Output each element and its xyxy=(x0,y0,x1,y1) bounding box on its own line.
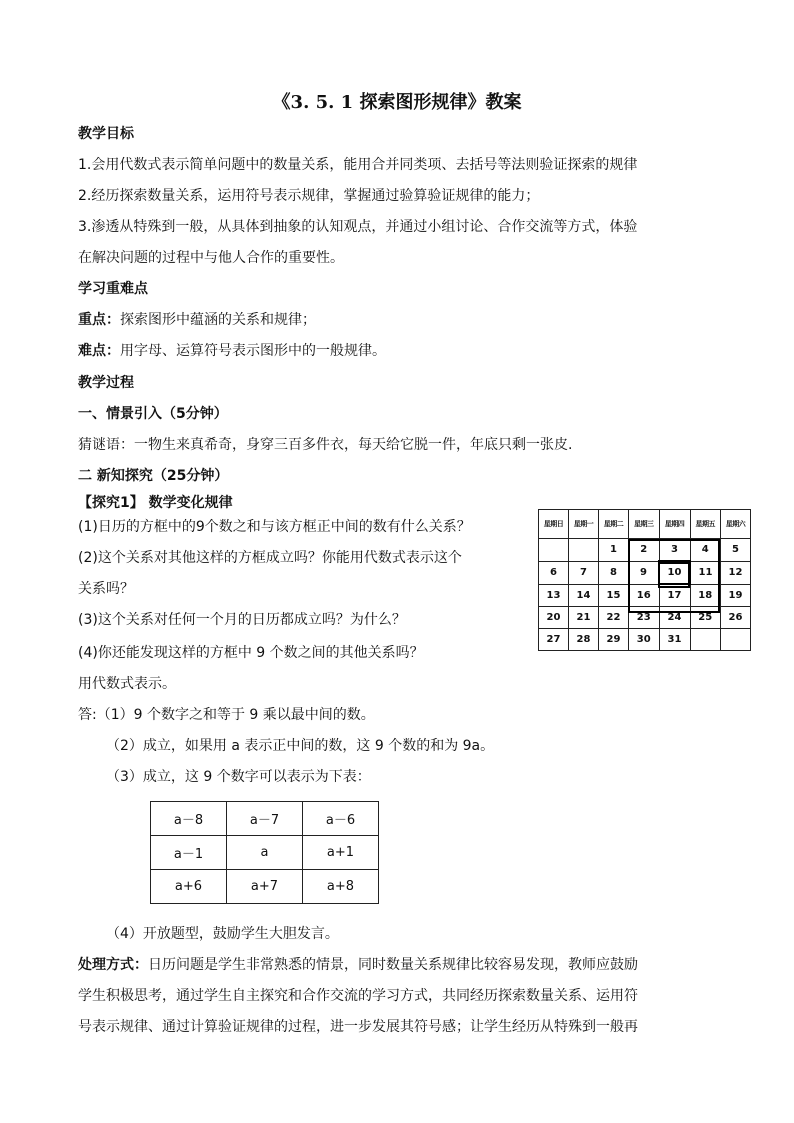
calendar-cell: 6 xyxy=(539,561,569,584)
method-label: 处理方式： xyxy=(78,957,148,973)
calendar-cell: 21 xyxy=(569,607,599,629)
explore-heading: 【探究1】 数学变化规律 xyxy=(78,495,233,511)
question-2: (2)这个关系对其他这样的方框成立吗？你能用代数式表示这个 xyxy=(78,550,462,566)
answer-cell: a+6 xyxy=(151,870,227,904)
question-4-cont: 用代数式表示。 xyxy=(78,676,176,692)
difficult-point xyxy=(78,341,386,361)
method-line-3: 号表示规律、通过计算验证规律的过程，进一步发展其符号感；让学生经历从特殊到一般再 xyxy=(78,1019,638,1035)
calendar-cell: 4 xyxy=(690,539,721,562)
calendar-cell xyxy=(539,539,569,562)
question-1: (1)日历的方框中的9个数之和与该方框正中间的数有什么关系？ xyxy=(78,519,471,535)
calendar-header-cell: 星期五 xyxy=(690,510,721,539)
calendar-cell: 26 xyxy=(721,607,751,629)
answer-1: 答:（1）9 个数字之和等于 9 乘以最中间的数。 xyxy=(78,707,375,723)
calendar-cell: 30 xyxy=(629,629,660,651)
section2-heading: 二 新知探究（25分钟） xyxy=(78,468,229,484)
method-text-1: 日历问题是学生非常熟悉的情景，同时数量关系规律比较容易发现，教师应鼓励 xyxy=(148,957,638,973)
calendar-cell: 28 xyxy=(569,629,599,651)
answer-cell: a+1 xyxy=(303,836,379,870)
calendar-table xyxy=(538,509,751,651)
calendar-cell xyxy=(569,539,599,562)
answer-cell: a+7 xyxy=(227,870,303,904)
answer-table-row xyxy=(151,802,379,836)
goals-heading: 教学目标 xyxy=(78,126,134,142)
answer-cell: a－8 xyxy=(151,802,227,836)
calendar-cell: 3 xyxy=(659,539,690,562)
calendar-cell: 5 xyxy=(721,539,751,562)
question-4: (4)你还能发现这样的方框中 9 个数之间的其他关系吗？ xyxy=(78,645,424,661)
calendar-cell: 12 xyxy=(721,561,751,584)
calendar-cell: 9 xyxy=(629,561,660,584)
answer-table-row xyxy=(151,836,379,870)
calendar-cell: 7 xyxy=(569,561,599,584)
answer-cell: a xyxy=(227,836,303,870)
calendar-cell: 19 xyxy=(721,584,751,607)
key-heading: 学习重难点 xyxy=(78,281,148,297)
calendar-cell: 1 xyxy=(599,539,629,562)
calendar-cell: 13 xyxy=(539,584,569,607)
key-point xyxy=(78,310,316,330)
calendar-cell: 27 xyxy=(539,629,569,651)
calendar-row xyxy=(539,539,751,562)
calendar-cell: 29 xyxy=(599,629,629,651)
calendar-cell: 23 xyxy=(629,607,660,629)
calendar-cell: 16 xyxy=(629,584,660,607)
calendar-header-cell: 星期六 xyxy=(721,510,751,539)
section1-heading: 一、情景引入（5分钟） xyxy=(78,406,228,422)
calendar-cell: 31 xyxy=(659,629,690,651)
calendar-cell: 17 xyxy=(659,584,690,607)
calendar-header-cell: 星期一 xyxy=(569,510,599,539)
answer-2: （2）成立，如果用 a 表示正中间的数，这 9 个数的和为 9a。 xyxy=(106,738,495,754)
calendar-cell: 11 xyxy=(690,561,721,584)
goal-3: 3.渗透从特殊到一般，从具体到抽象的认知观点，并通过小组讨论、合作交流等方式，体验 xyxy=(78,219,638,235)
key-point-label: 重点： xyxy=(78,312,120,328)
calendar-cell: 25 xyxy=(690,607,721,629)
answer-table xyxy=(150,801,379,904)
calendar-row xyxy=(539,607,751,629)
calendar-cell xyxy=(690,629,721,651)
goal-3-cont: 在解决问题的过程中与他人合作的重要性。 xyxy=(78,250,344,266)
answer-3: （3）成立，这 9 个数字可以表示为下表： xyxy=(106,769,371,785)
calendar-header-cell: 星期三 xyxy=(629,510,660,539)
calendar-cell xyxy=(721,629,751,651)
calendar-cell: 22 xyxy=(599,607,629,629)
goal-2: 2.经历探索数量关系，运用符号表示规律，掌握通过验算验证规律的能力； xyxy=(78,188,540,204)
calendar-row xyxy=(539,561,751,584)
goal-1: 1.会用代数式表示简单问题中的数量关系，能用合并同类项、去括号等法则验证探索的规律 xyxy=(78,157,638,173)
calendar-row xyxy=(539,584,751,607)
method-line-1 xyxy=(78,955,638,975)
calendar-cell: 2 xyxy=(629,539,660,562)
page-title: 《3. 5. 1 探索图形规律》教案 xyxy=(272,92,522,113)
answer-cell: a－7 xyxy=(227,802,303,836)
difficult-point-label: 难点： xyxy=(78,343,120,359)
riddle: 猜谜语：一物生来真希奇，身穿三百多件衣，每天给它脱一件，年底只剩一张皮. xyxy=(78,437,573,453)
answer-cell: a－6 xyxy=(303,802,379,836)
calendar-cell: 8 xyxy=(599,561,629,584)
key-point-text: 探索图形中蕴涵的关系和规律； xyxy=(120,312,316,328)
calendar-header-cell: 星期日 xyxy=(539,510,569,539)
process-heading: 教学过程 xyxy=(78,375,134,391)
calendar-cell-highlighted: 10 xyxy=(659,561,690,584)
answer-table-row xyxy=(151,870,379,904)
calendar-cell: 15 xyxy=(599,584,629,607)
calendar-row xyxy=(539,629,751,651)
calendar-cell: 14 xyxy=(569,584,599,607)
method-line-2: 学生积极思考，通过学生自主探究和合作交流的学习方式，共同经历探索数量关系、运用符 xyxy=(78,988,638,1004)
calendar-header-cell: 星期四 xyxy=(659,510,690,539)
answer-cell: a+8 xyxy=(303,870,379,904)
calendar-header-row xyxy=(539,510,751,539)
calendar-header-cell: 星期二 xyxy=(599,510,629,539)
answer-cell: a－1 xyxy=(151,836,227,870)
calendar-cell: 24 xyxy=(659,607,690,629)
calendar-cell: 20 xyxy=(539,607,569,629)
answer-4: （4）开放题型，鼓励学生大胆发言。 xyxy=(106,926,339,942)
question-3: (3)这个关系对任何一个月的日历都成立吗？为什么？ xyxy=(78,612,406,628)
difficult-point-text: 用字母、运算符号表示图形中的一般规律。 xyxy=(120,343,386,359)
calendar-cell: 18 xyxy=(690,584,721,607)
question-2-cont: 关系吗？ xyxy=(78,581,134,597)
